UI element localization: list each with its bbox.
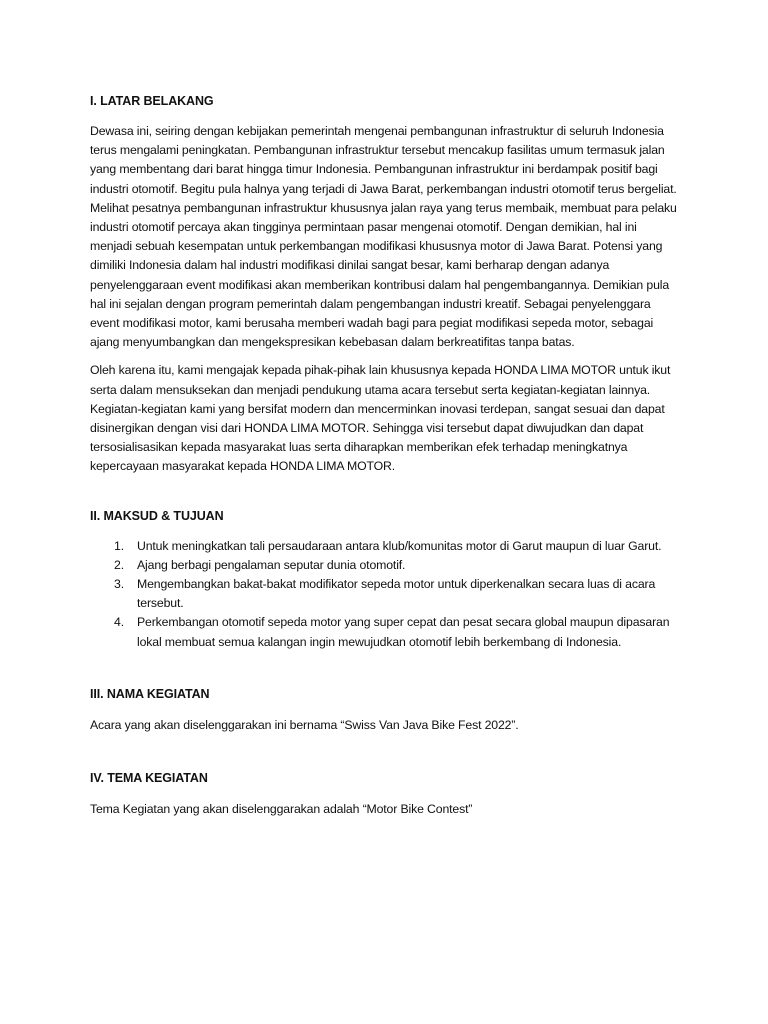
- list-item: [90, 537, 680, 556]
- document-content: [90, 92, 680, 819]
- list-item-number: 3.: [114, 577, 124, 592]
- section-heading-nama-kegiatan: III. NAMA KEGIATAN: [90, 686, 210, 701]
- maksud-tujuan-list: [90, 537, 680, 652]
- list-item: [90, 575, 680, 613]
- list-item-text: Untuk meningkatkan tali persaudaraan antara klub/komunitas motor di Garut maupun di luar Garut.: [137, 538, 662, 553]
- list-item-number: 1.: [114, 538, 124, 553]
- section-heading-maksud-tujuan: II. MAKSUD & TUJUAN: [90, 508, 224, 523]
- section-heading-tema-kegiatan: IV. TEMA KEGIATAN: [90, 771, 208, 786]
- list-item-text: Mengembangkan bakat-bakat modifikator sepeda motor untuk diperkenalkan secara luas di acara tersebut.: [137, 577, 656, 611]
- list-item-text: Ajang berbagi pengalaman seputar dunia otomotif.: [137, 557, 406, 572]
- nama-kegiatan-text: Acara yang akan diselenggarakan ini bernama “Swiss Van Java Bike Fest 2022”.: [90, 717, 519, 732]
- latar-belakang-paragraph-1: Dewasa ini, seiring dengan kebijakan pemerintah mengenai pembangunan infrastruktur di seluruh Indonesia terus mengalami peningkatan. Pembangunan infrastruktur tersebut mencakup fasilitas umum termasuk jalan yang membentang dari barat hingga timur Indonesia. Pembangunan infrastruktur ini berdampak positif bagi industri otomotif. Begitu pula halnya yang terjadi di Jawa Barat, perkembangan industri otomotif terus bergeliat. Melihat pesatnya pembangunan infrastruktur khususnya jalan raya yang terus membaik, membuat para pelaku industri otomotif percaya akan tingginya permintaan pasar mengenai otomotif. Dengan demikian, hal ini menjadi sebuah kesempatan untuk perkembangan modifikasi khususnya motor di Jawa Barat. Potensi yang dimiliki Indonesia dalam hal industri modifikasi dinilai sangat besar, kami berharap dengan adanya penyelenggaraan event modifikasi akan memberikan kontribusi dalam hal pengembangannya. Demikian pula hal ini sejalan dengan program pemerintah dalam pengembangan industri kreatif. Sebagai penyelenggara event modifikasi motor, kami berusaha memberi wadah bagi para pegiat modifikasi sepeda motor, sebagai ajang menyumbangkan dan mengekspresikan kebebasan dalam berkreatifitas tanpa batas.: [90, 124, 677, 350]
- list-item-number: 2.: [114, 557, 124, 572]
- list-item: [90, 613, 680, 651]
- section-heading-latar-belakang: I. LATAR BELAKANG: [90, 94, 214, 108]
- list-item: [90, 556, 680, 575]
- list-item-text: Perkembangan otomotif sepeda motor yang super cepat dan pesat secara global maupun dipasaran lokal membuat semua kalangan ingin mewujudkan otomotif lebih berkembang di Indonesia.: [137, 615, 670, 649]
- tema-kegiatan-text: Tema Kegiatan yang akan diselenggarakan adalah “Motor Bike Contest”: [90, 802, 473, 817]
- list-item-number: 4.: [114, 615, 124, 630]
- latar-belakang-paragraph-2: Oleh karena itu, kami mengajak kepada pihak-pihak lain khususnya kepada HONDA LIMA MOTOR untuk ikut serta dalam mensuksekan dan menjadi pendukung utama acara tersebut serta kegiatan-kegiatan lainnya. Kegiatan-kegiatan kami yang bersifat modern dan mencerminkan inovasi terdepan, sangat sesuai dan dapat disinergikan dengan visi dari HONDA LIMA MOTOR. Sehingga visi tersebut dapat diwujudkan dan dapat tersosialisasikan kepada masyarakat luas serta diharapkan memberikan efek terhadap meningkatnya kepercayaan masyarakat kepada HONDA LIMA MOTOR.: [90, 363, 671, 474]
